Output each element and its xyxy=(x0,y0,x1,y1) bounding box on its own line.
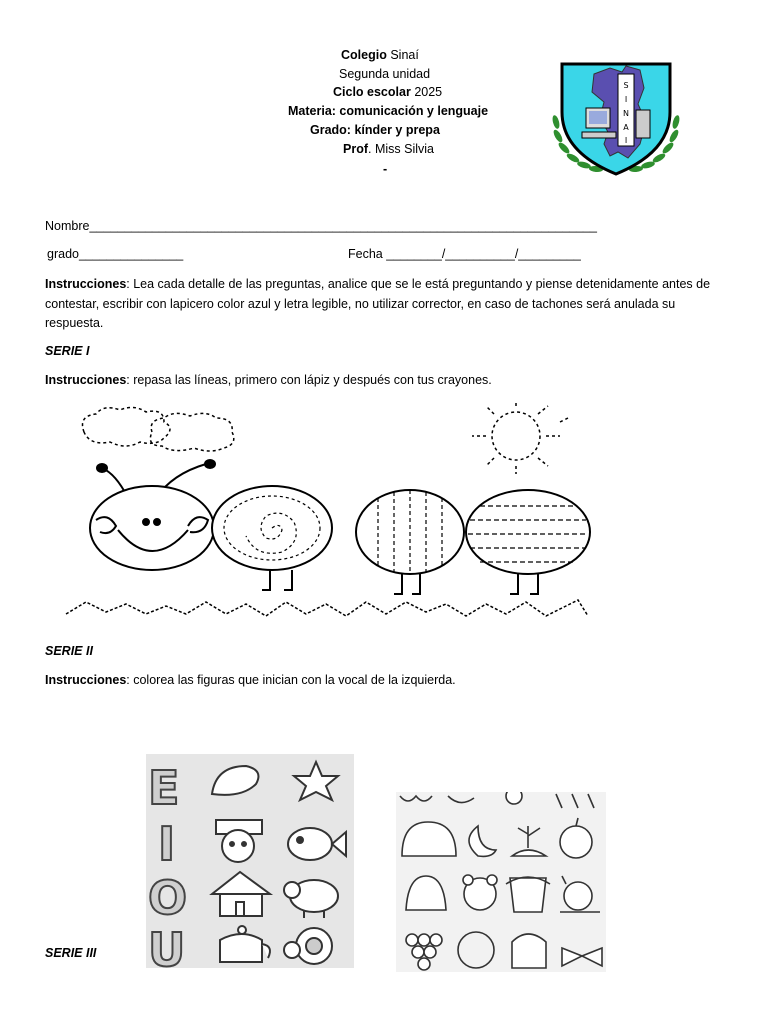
vowel-o: O xyxy=(148,871,188,925)
zigzag-line xyxy=(66,600,588,616)
empanada-icon xyxy=(212,766,258,795)
header-prof: Prof. Miss Silvia xyxy=(343,142,434,156)
caterpillar-body-spiral xyxy=(212,486,332,570)
caterpillar-head-icon xyxy=(90,460,215,570)
svg-text:A: A xyxy=(623,123,629,132)
serie1-instructions: Instrucciones: repasa las líneas, primero con lápiz y después con tus crayones. xyxy=(45,373,492,387)
grade-field-line[interactable]: grado_______________ xyxy=(47,247,184,261)
header-cycle: Ciclo escolar 2025 xyxy=(333,85,443,99)
serie3-title: SERIE III xyxy=(45,946,97,960)
cloud-icon xyxy=(83,407,234,451)
jar-icon xyxy=(512,934,546,968)
bear-icon xyxy=(463,875,497,910)
header-school: Colegio Sinaí xyxy=(341,48,419,62)
caterpillar-body-horizontal xyxy=(466,490,590,574)
svg-text:I: I xyxy=(624,136,628,145)
caterpillar-tracing-image xyxy=(60,402,620,628)
teapot-icon xyxy=(220,926,270,962)
picture-grid xyxy=(396,792,606,972)
svg-text:S: S xyxy=(623,81,629,90)
star-icon xyxy=(294,762,338,800)
name-field-line[interactable]: Nombre_________________________________________________________________________ xyxy=(45,219,597,233)
house-icon xyxy=(212,872,270,916)
sun-icon xyxy=(472,402,568,474)
bucket-icon xyxy=(506,877,550,912)
caterpillar-body-vertical xyxy=(356,490,464,574)
indian-face-icon xyxy=(216,820,262,862)
date-field-line[interactable]: Fecha ________/__________/_________ xyxy=(348,247,581,261)
serie2-instructions: Instrucciones: colorea las figuras que inician con la vocal de la izquierda. xyxy=(45,673,456,687)
header-grade: Grado: kínder y prepa xyxy=(310,123,440,137)
header-subject: Materia: comunicación y lenguaje xyxy=(288,104,489,118)
sheep-icon xyxy=(284,880,338,918)
header-dot: - xyxy=(383,162,388,176)
serie1-title: SERIE I xyxy=(45,344,90,358)
flower-icon xyxy=(284,928,332,964)
school-logo xyxy=(548,52,684,178)
fish-icon xyxy=(288,828,346,860)
vowel-i: I xyxy=(158,817,176,871)
svg-text:N: N xyxy=(623,109,629,118)
vowel-e: E xyxy=(148,761,180,815)
header-unit: Segunda unidad xyxy=(339,67,431,81)
serie2-title: SERIE II xyxy=(45,644,93,658)
vowel-u: U xyxy=(148,923,186,968)
general-instructions: Instrucciones: Lea cada detalle de las preguntas, analice que se le está preguntando y piense detenidamente antes de contestar, escribir con lapicero color azul y letra legible, no utilizar corrector, en caso de tachones será anulada su respuesta. xyxy=(45,277,711,330)
svg-text:I: I xyxy=(624,95,628,104)
vowel-grid-art xyxy=(146,754,354,968)
